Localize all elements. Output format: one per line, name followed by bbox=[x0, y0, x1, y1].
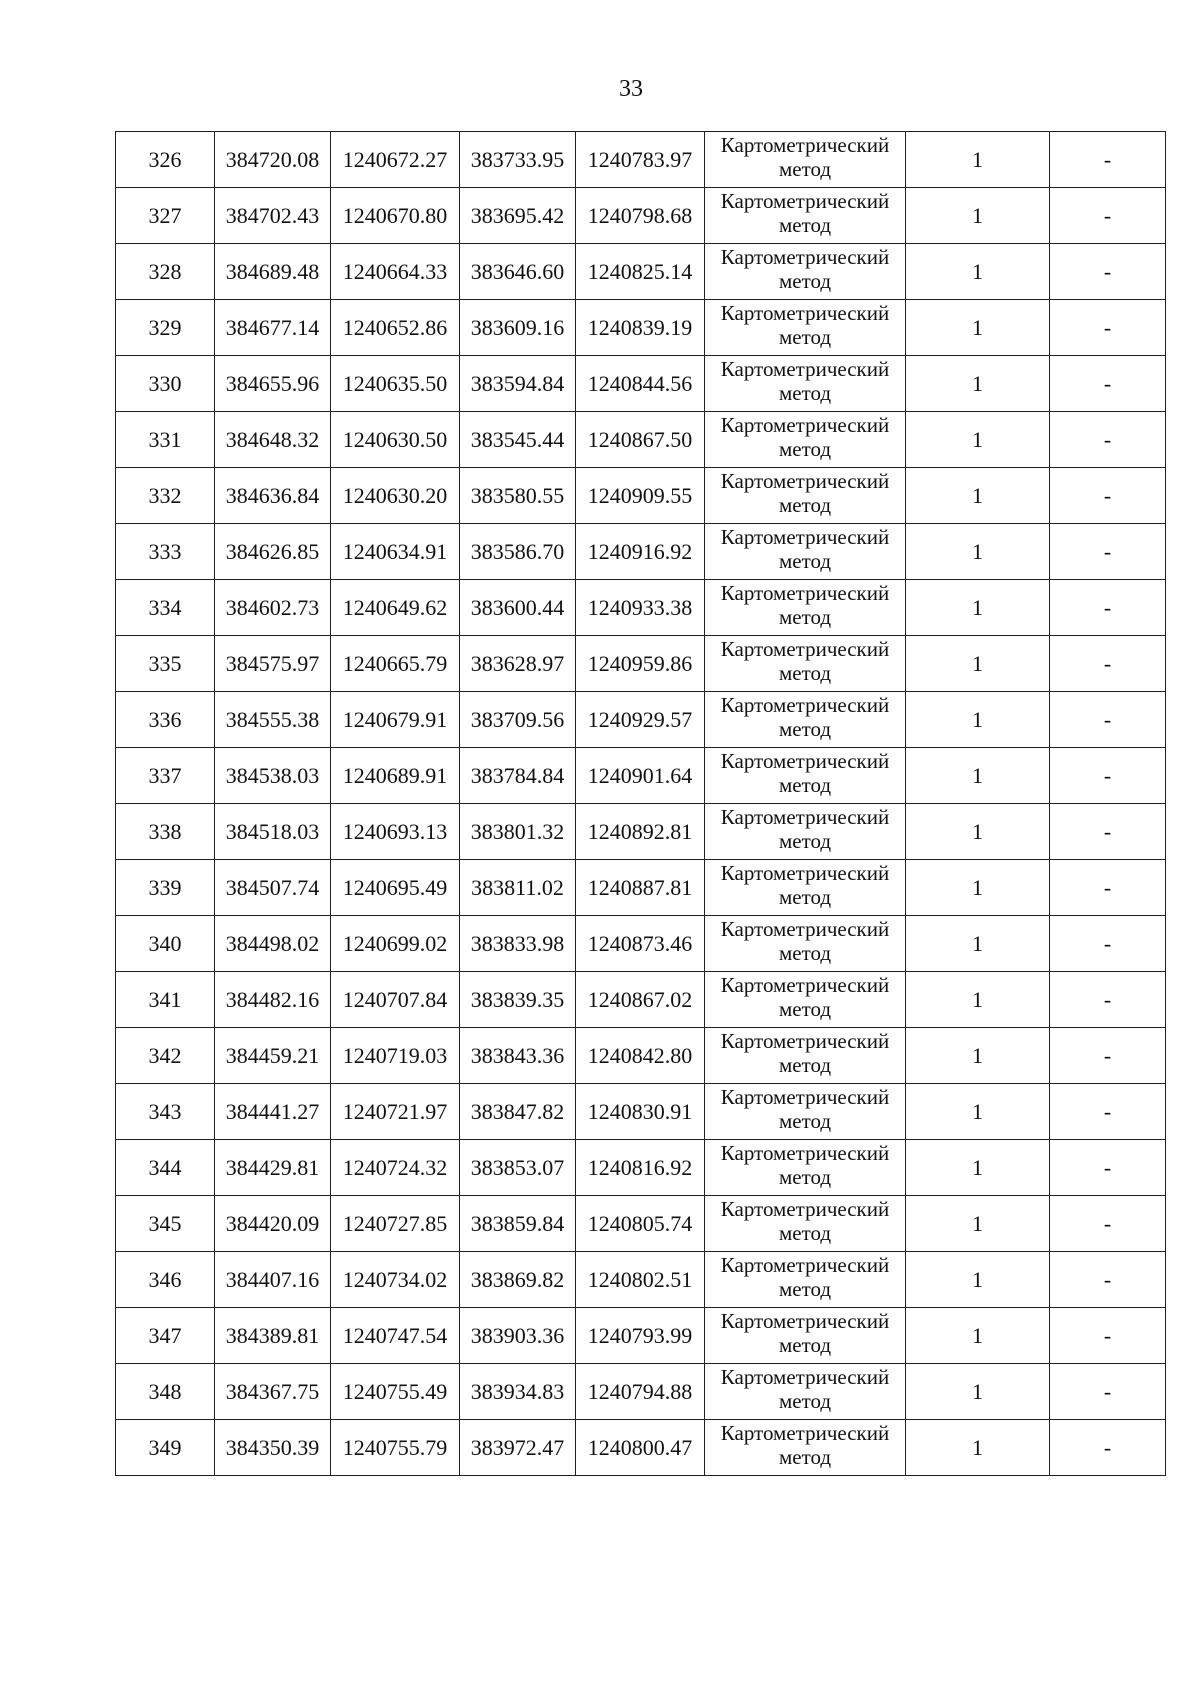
accuracy-cell: 1 bbox=[906, 356, 1050, 412]
accuracy-cell: 1 bbox=[906, 972, 1050, 1028]
y1-coordinate-cell: 1240635.50 bbox=[331, 356, 460, 412]
point-number-cell: 342 bbox=[116, 1028, 215, 1084]
y1-coordinate-cell: 1240679.91 bbox=[331, 692, 460, 748]
table-row bbox=[116, 356, 1166, 412]
x2-coordinate-cell: 383903.36 bbox=[460, 1308, 576, 1364]
point-number-cell: 347 bbox=[116, 1308, 215, 1364]
x2-coordinate-cell: 383847.82 bbox=[460, 1084, 576, 1140]
accuracy-cell: 1 bbox=[906, 692, 1050, 748]
y2-coordinate-cell: 1240901.64 bbox=[576, 748, 705, 804]
table-row bbox=[116, 300, 1166, 356]
point-number-cell: 335 bbox=[116, 636, 215, 692]
point-number-cell: 340 bbox=[116, 916, 215, 972]
method-line-1: Картометрический bbox=[720, 412, 890, 437]
accuracy-cell: 1 bbox=[906, 1140, 1050, 1196]
accuracy-cell: 1 bbox=[906, 916, 1050, 972]
x1-coordinate-cell: 384626.85 bbox=[215, 524, 331, 580]
x1-coordinate-cell: 384367.75 bbox=[215, 1364, 331, 1420]
method-line-2: метод bbox=[778, 156, 832, 181]
x1-coordinate-cell: 384636.84 bbox=[215, 468, 331, 524]
method-line-2: метод bbox=[778, 1388, 832, 1413]
y2-coordinate-cell: 1240916.92 bbox=[576, 524, 705, 580]
method-line-1: Картометрический bbox=[720, 188, 890, 213]
point-number-cell: 332 bbox=[116, 468, 215, 524]
table-row bbox=[116, 188, 1166, 244]
method-line-1: Картометрический bbox=[720, 860, 890, 885]
x2-coordinate-cell: 383594.84 bbox=[460, 356, 576, 412]
method-line-2: метод bbox=[778, 380, 832, 405]
x2-coordinate-cell: 383784.84 bbox=[460, 748, 576, 804]
note-cell: - bbox=[1050, 1252, 1166, 1308]
note-cell: - bbox=[1050, 1028, 1166, 1084]
accuracy-cell: 1 bbox=[906, 1084, 1050, 1140]
method-cell bbox=[705, 748, 906, 804]
method-cell bbox=[705, 300, 906, 356]
coordinates-table bbox=[115, 131, 1166, 1476]
y2-coordinate-cell: 1240805.74 bbox=[576, 1196, 705, 1252]
method-cell bbox=[705, 1364, 906, 1420]
accuracy-cell: 1 bbox=[906, 1196, 1050, 1252]
method-line-1: Картометрический bbox=[720, 692, 890, 717]
note-cell: - bbox=[1050, 860, 1166, 916]
point-number-cell: 341 bbox=[116, 972, 215, 1028]
point-number-cell: 327 bbox=[116, 188, 215, 244]
method-line-1: Картометрический bbox=[720, 1140, 890, 1165]
x1-coordinate-cell: 384441.27 bbox=[215, 1084, 331, 1140]
table-row bbox=[116, 1364, 1166, 1420]
method-line-2: метод bbox=[778, 772, 832, 797]
method-line-1: Картометрический bbox=[720, 1308, 890, 1333]
point-number-cell: 348 bbox=[116, 1364, 215, 1420]
y2-coordinate-cell: 1240929.57 bbox=[576, 692, 705, 748]
note-cell: - bbox=[1050, 468, 1166, 524]
accuracy-cell: 1 bbox=[906, 580, 1050, 636]
note-cell: - bbox=[1050, 1364, 1166, 1420]
method-cell bbox=[705, 1196, 906, 1252]
method-line-2: метод bbox=[778, 436, 832, 461]
table-row bbox=[116, 244, 1166, 300]
x2-coordinate-cell: 383646.60 bbox=[460, 244, 576, 300]
y2-coordinate-cell: 1240802.51 bbox=[576, 1252, 705, 1308]
table-row bbox=[116, 1084, 1166, 1140]
note-cell: - bbox=[1050, 636, 1166, 692]
method-cell bbox=[705, 1252, 906, 1308]
point-number-cell: 331 bbox=[116, 412, 215, 468]
table-row bbox=[116, 1420, 1166, 1476]
table-row bbox=[116, 1028, 1166, 1084]
x2-coordinate-cell: 383580.55 bbox=[460, 468, 576, 524]
method-cell bbox=[705, 804, 906, 860]
point-number-cell: 328 bbox=[116, 244, 215, 300]
point-number-cell: 326 bbox=[116, 132, 215, 188]
method-line-2: метод bbox=[778, 1444, 832, 1469]
table-row bbox=[116, 412, 1166, 468]
table-row bbox=[116, 468, 1166, 524]
point-number-cell: 346 bbox=[116, 1252, 215, 1308]
note-cell: - bbox=[1050, 1420, 1166, 1476]
accuracy-cell: 1 bbox=[906, 1420, 1050, 1476]
x2-coordinate-cell: 383609.16 bbox=[460, 300, 576, 356]
x2-coordinate-cell: 383545.44 bbox=[460, 412, 576, 468]
x1-coordinate-cell: 384407.16 bbox=[215, 1252, 331, 1308]
y1-coordinate-cell: 1240664.33 bbox=[331, 244, 460, 300]
note-cell: - bbox=[1050, 804, 1166, 860]
accuracy-cell: 1 bbox=[906, 1308, 1050, 1364]
point-number-cell: 339 bbox=[116, 860, 215, 916]
accuracy-cell: 1 bbox=[906, 860, 1050, 916]
method-cell bbox=[705, 972, 906, 1028]
method-cell bbox=[705, 636, 906, 692]
x1-coordinate-cell: 384555.38 bbox=[215, 692, 331, 748]
method-line-2: метод bbox=[778, 1108, 832, 1133]
y2-coordinate-cell: 1240825.14 bbox=[576, 244, 705, 300]
point-number-cell: 338 bbox=[116, 804, 215, 860]
method-cell bbox=[705, 692, 906, 748]
note-cell: - bbox=[1050, 692, 1166, 748]
y1-coordinate-cell: 1240630.20 bbox=[331, 468, 460, 524]
note-cell: - bbox=[1050, 1308, 1166, 1364]
method-cell bbox=[705, 1028, 906, 1084]
table-row bbox=[116, 1308, 1166, 1364]
method-line-2: метод bbox=[778, 492, 832, 517]
point-number-cell: 349 bbox=[116, 1420, 215, 1476]
method-line-1: Картометрический bbox=[720, 1196, 890, 1221]
accuracy-cell: 1 bbox=[906, 244, 1050, 300]
x1-coordinate-cell: 384648.32 bbox=[215, 412, 331, 468]
method-line-2: метод bbox=[778, 716, 832, 741]
y1-coordinate-cell: 1240670.80 bbox=[331, 188, 460, 244]
method-line-2: метод bbox=[778, 828, 832, 853]
y2-coordinate-cell: 1240783.97 bbox=[576, 132, 705, 188]
note-cell: - bbox=[1050, 580, 1166, 636]
y2-coordinate-cell: 1240844.56 bbox=[576, 356, 705, 412]
x2-coordinate-cell: 383843.36 bbox=[460, 1028, 576, 1084]
point-number-cell: 344 bbox=[116, 1140, 215, 1196]
y1-coordinate-cell: 1240747.54 bbox=[331, 1308, 460, 1364]
x2-coordinate-cell: 383833.98 bbox=[460, 916, 576, 972]
method-line-1: Картометрический bbox=[720, 468, 890, 493]
method-line-1: Картометрический bbox=[720, 580, 890, 605]
y1-coordinate-cell: 1240652.86 bbox=[331, 300, 460, 356]
x1-coordinate-cell: 384420.09 bbox=[215, 1196, 331, 1252]
accuracy-cell: 1 bbox=[906, 524, 1050, 580]
table-row bbox=[116, 916, 1166, 972]
x2-coordinate-cell: 383733.95 bbox=[460, 132, 576, 188]
x1-coordinate-cell: 384575.97 bbox=[215, 636, 331, 692]
method-line-1: Картометрический bbox=[720, 244, 890, 269]
x2-coordinate-cell: 383869.82 bbox=[460, 1252, 576, 1308]
method-line-1: Картометрический bbox=[720, 1084, 890, 1109]
point-number-cell: 329 bbox=[116, 300, 215, 356]
x1-coordinate-cell: 384538.03 bbox=[215, 748, 331, 804]
method-line-2: метод bbox=[778, 1052, 832, 1077]
note-cell: - bbox=[1050, 356, 1166, 412]
note-cell: - bbox=[1050, 412, 1166, 468]
x1-coordinate-cell: 384350.39 bbox=[215, 1420, 331, 1476]
table-row bbox=[116, 860, 1166, 916]
y1-coordinate-cell: 1240699.02 bbox=[331, 916, 460, 972]
note-cell: - bbox=[1050, 916, 1166, 972]
method-line-1: Картометрический bbox=[720, 524, 890, 549]
method-line-2: метод bbox=[778, 268, 832, 293]
table-body bbox=[116, 132, 1166, 1476]
method-line-1: Картометрический bbox=[720, 748, 890, 773]
method-line-1: Картометрический bbox=[720, 916, 890, 941]
table-row bbox=[116, 1196, 1166, 1252]
method-cell bbox=[705, 524, 906, 580]
y2-coordinate-cell: 1240867.02 bbox=[576, 972, 705, 1028]
method-line-2: метод bbox=[778, 1332, 832, 1357]
method-line-2: метод bbox=[778, 1164, 832, 1189]
y2-coordinate-cell: 1240794.88 bbox=[576, 1364, 705, 1420]
x1-coordinate-cell: 384702.43 bbox=[215, 188, 331, 244]
x2-coordinate-cell: 383972.47 bbox=[460, 1420, 576, 1476]
method-line-1: Картометрический bbox=[720, 1028, 890, 1053]
method-cell bbox=[705, 468, 906, 524]
y2-coordinate-cell: 1240867.50 bbox=[576, 412, 705, 468]
table-row bbox=[116, 1140, 1166, 1196]
method-cell bbox=[705, 1308, 906, 1364]
accuracy-cell: 1 bbox=[906, 1252, 1050, 1308]
method-line-1: Картометрический bbox=[720, 1252, 890, 1277]
method-cell bbox=[705, 916, 906, 972]
table-row bbox=[116, 580, 1166, 636]
method-line-2: метод bbox=[778, 212, 832, 237]
y2-coordinate-cell: 1240933.38 bbox=[576, 580, 705, 636]
accuracy-cell: 1 bbox=[906, 1364, 1050, 1420]
note-cell: - bbox=[1050, 188, 1166, 244]
method-line-2: метод bbox=[778, 324, 832, 349]
x2-coordinate-cell: 383801.32 bbox=[460, 804, 576, 860]
note-cell: - bbox=[1050, 132, 1166, 188]
y1-coordinate-cell: 1240665.79 bbox=[331, 636, 460, 692]
note-cell: - bbox=[1050, 524, 1166, 580]
method-line-2: метод bbox=[778, 940, 832, 965]
note-cell: - bbox=[1050, 1196, 1166, 1252]
y2-coordinate-cell: 1240842.80 bbox=[576, 1028, 705, 1084]
x2-coordinate-cell: 383628.97 bbox=[460, 636, 576, 692]
x2-coordinate-cell: 383859.84 bbox=[460, 1196, 576, 1252]
point-number-cell: 337 bbox=[116, 748, 215, 804]
accuracy-cell: 1 bbox=[906, 300, 1050, 356]
point-number-cell: 345 bbox=[116, 1196, 215, 1252]
method-line-2: метод bbox=[778, 996, 832, 1021]
note-cell: - bbox=[1050, 1140, 1166, 1196]
x1-coordinate-cell: 384689.48 bbox=[215, 244, 331, 300]
x2-coordinate-cell: 383811.02 bbox=[460, 860, 576, 916]
x2-coordinate-cell: 383695.42 bbox=[460, 188, 576, 244]
method-cell bbox=[705, 188, 906, 244]
accuracy-cell: 1 bbox=[906, 636, 1050, 692]
note-cell: - bbox=[1050, 300, 1166, 356]
y1-coordinate-cell: 1240707.84 bbox=[331, 972, 460, 1028]
y1-coordinate-cell: 1240719.03 bbox=[331, 1028, 460, 1084]
x1-coordinate-cell: 384518.03 bbox=[215, 804, 331, 860]
table-row bbox=[116, 972, 1166, 1028]
method-line-1: Картометрический bbox=[720, 300, 890, 325]
note-cell: - bbox=[1050, 748, 1166, 804]
method-line-2: метод bbox=[778, 1276, 832, 1301]
method-line-1: Картометрический bbox=[720, 1420, 890, 1445]
x1-coordinate-cell: 384459.21 bbox=[215, 1028, 331, 1084]
y2-coordinate-cell: 1240800.47 bbox=[576, 1420, 705, 1476]
y1-coordinate-cell: 1240734.02 bbox=[331, 1252, 460, 1308]
method-line-1: Картометрический bbox=[720, 972, 890, 997]
y1-coordinate-cell: 1240755.49 bbox=[331, 1364, 460, 1420]
x2-coordinate-cell: 383586.70 bbox=[460, 524, 576, 580]
method-line-2: метод bbox=[778, 1220, 832, 1245]
x1-coordinate-cell: 384602.73 bbox=[215, 580, 331, 636]
y2-coordinate-cell: 1240830.91 bbox=[576, 1084, 705, 1140]
y1-coordinate-cell: 1240727.85 bbox=[331, 1196, 460, 1252]
accuracy-cell: 1 bbox=[906, 748, 1050, 804]
point-number-cell: 330 bbox=[116, 356, 215, 412]
method-line-2: метод bbox=[778, 660, 832, 685]
y2-coordinate-cell: 1240816.92 bbox=[576, 1140, 705, 1196]
x2-coordinate-cell: 383853.07 bbox=[460, 1140, 576, 1196]
y1-coordinate-cell: 1240724.32 bbox=[331, 1140, 460, 1196]
method-cell bbox=[705, 1420, 906, 1476]
x1-coordinate-cell: 384482.16 bbox=[215, 972, 331, 1028]
y1-coordinate-cell: 1240693.13 bbox=[331, 804, 460, 860]
y2-coordinate-cell: 1240873.46 bbox=[576, 916, 705, 972]
method-cell bbox=[705, 1084, 906, 1140]
y2-coordinate-cell: 1240793.99 bbox=[576, 1308, 705, 1364]
x1-coordinate-cell: 384677.14 bbox=[215, 300, 331, 356]
y1-coordinate-cell: 1240672.27 bbox=[331, 132, 460, 188]
method-line-2: метод bbox=[778, 884, 832, 909]
method-cell bbox=[705, 356, 906, 412]
x1-coordinate-cell: 384507.74 bbox=[215, 860, 331, 916]
y2-coordinate-cell: 1240839.19 bbox=[576, 300, 705, 356]
table-row bbox=[116, 524, 1166, 580]
x1-coordinate-cell: 384389.81 bbox=[215, 1308, 331, 1364]
page-number: 33 bbox=[619, 76, 643, 102]
note-cell: - bbox=[1050, 1084, 1166, 1140]
table-row bbox=[116, 1252, 1166, 1308]
y1-coordinate-cell: 1240634.91 bbox=[331, 524, 460, 580]
method-cell bbox=[705, 580, 906, 636]
accuracy-cell: 1 bbox=[906, 1028, 1050, 1084]
table-row bbox=[116, 748, 1166, 804]
y1-coordinate-cell: 1240649.62 bbox=[331, 580, 460, 636]
method-line-2: метод bbox=[778, 604, 832, 629]
method-cell bbox=[705, 132, 906, 188]
y1-coordinate-cell: 1240695.49 bbox=[331, 860, 460, 916]
method-line-1: Картометрический bbox=[720, 132, 890, 157]
note-cell: - bbox=[1050, 244, 1166, 300]
method-cell bbox=[705, 244, 906, 300]
method-line-1: Картометрический bbox=[720, 804, 890, 829]
y1-coordinate-cell: 1240630.50 bbox=[331, 412, 460, 468]
accuracy-cell: 1 bbox=[906, 412, 1050, 468]
x2-coordinate-cell: 383600.44 bbox=[460, 580, 576, 636]
table-row bbox=[116, 132, 1166, 188]
accuracy-cell: 1 bbox=[906, 132, 1050, 188]
y1-coordinate-cell: 1240721.97 bbox=[331, 1084, 460, 1140]
accuracy-cell: 1 bbox=[906, 468, 1050, 524]
table-row bbox=[116, 636, 1166, 692]
x1-coordinate-cell: 384498.02 bbox=[215, 916, 331, 972]
table-row bbox=[116, 804, 1166, 860]
y2-coordinate-cell: 1240892.81 bbox=[576, 804, 705, 860]
method-cell bbox=[705, 1140, 906, 1196]
x1-coordinate-cell: 384655.96 bbox=[215, 356, 331, 412]
y2-coordinate-cell: 1240909.55 bbox=[576, 468, 705, 524]
method-line-1: Картометрический bbox=[720, 1364, 890, 1389]
method-cell bbox=[705, 860, 906, 916]
point-number-cell: 334 bbox=[116, 580, 215, 636]
x2-coordinate-cell: 383934.83 bbox=[460, 1364, 576, 1420]
method-line-1: Картометрический bbox=[720, 356, 890, 381]
point-number-cell: 343 bbox=[116, 1084, 215, 1140]
note-cell: - bbox=[1050, 972, 1166, 1028]
y2-coordinate-cell: 1240959.86 bbox=[576, 636, 705, 692]
point-number-cell: 333 bbox=[116, 524, 215, 580]
accuracy-cell: 1 bbox=[906, 804, 1050, 860]
point-number-cell: 336 bbox=[116, 692, 215, 748]
x1-coordinate-cell: 384720.08 bbox=[215, 132, 331, 188]
accuracy-cell: 1 bbox=[906, 188, 1050, 244]
method-cell bbox=[705, 412, 906, 468]
method-line-1: Картометрический bbox=[720, 636, 890, 661]
x1-coordinate-cell: 384429.81 bbox=[215, 1140, 331, 1196]
x2-coordinate-cell: 383709.56 bbox=[460, 692, 576, 748]
x2-coordinate-cell: 383839.35 bbox=[460, 972, 576, 1028]
method-line-2: метод bbox=[778, 548, 832, 573]
y1-coordinate-cell: 1240689.91 bbox=[331, 748, 460, 804]
table-row bbox=[116, 692, 1166, 748]
y2-coordinate-cell: 1240887.81 bbox=[576, 860, 705, 916]
y1-coordinate-cell: 1240755.79 bbox=[331, 1420, 460, 1476]
y2-coordinate-cell: 1240798.68 bbox=[576, 188, 705, 244]
